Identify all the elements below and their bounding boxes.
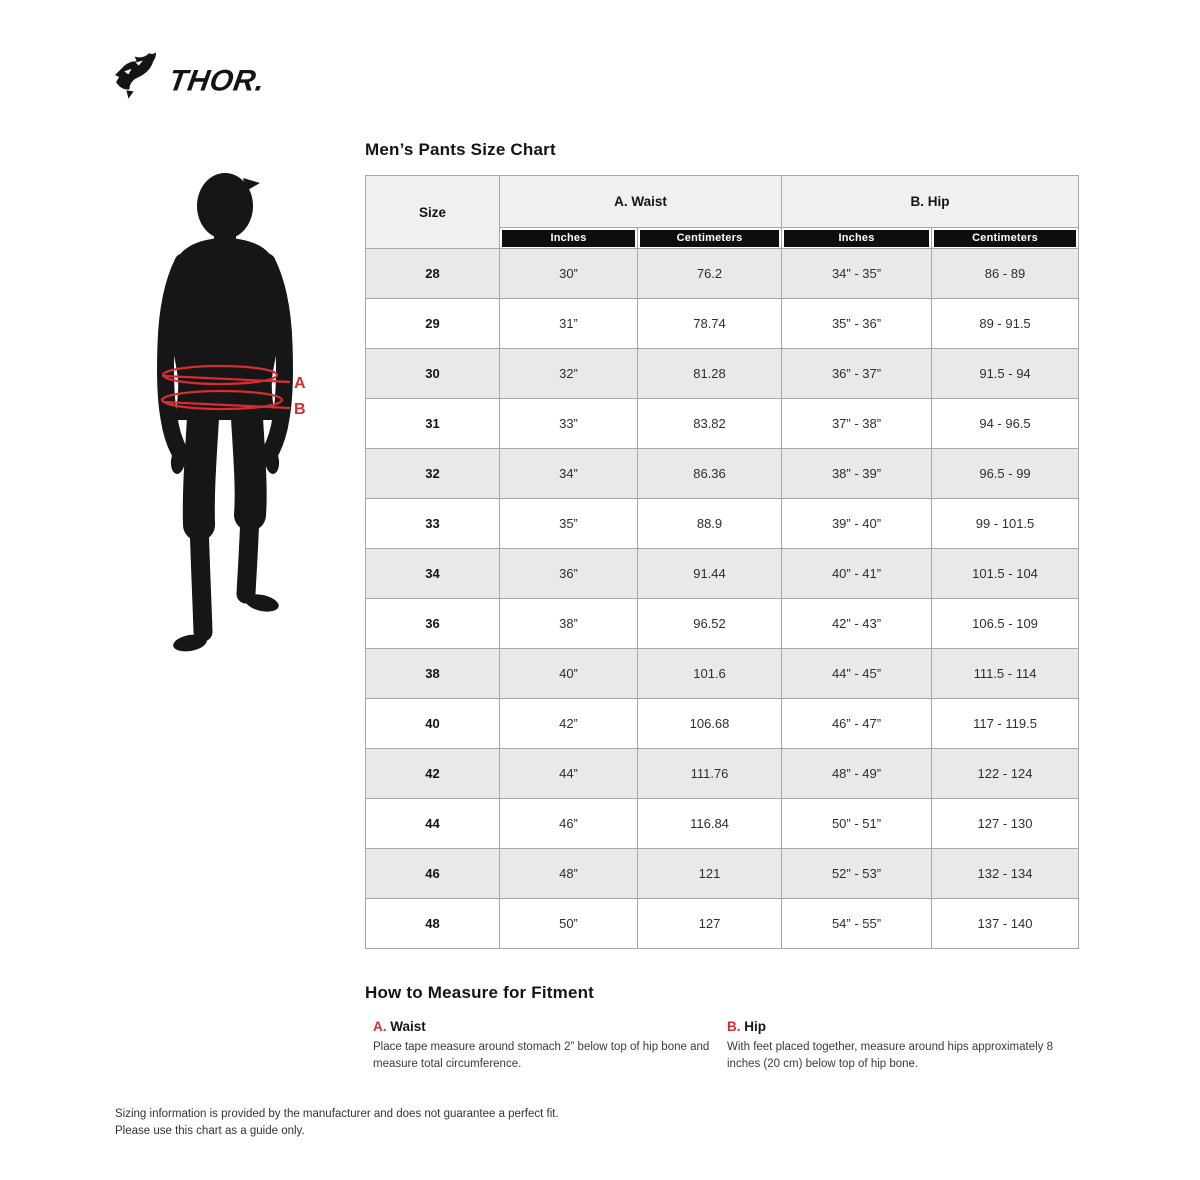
waist-centimeters-cell: 76.2 bbox=[638, 249, 782, 299]
disclaimer-line-1: Sizing information is provided by the manufacturer and does not guarantee a perfect fit. bbox=[115, 1108, 559, 1120]
hip-centimeters-cell: 89 - 91.5 bbox=[932, 299, 1079, 349]
waist-inches-cell: 36” bbox=[500, 549, 638, 599]
table-row bbox=[366, 849, 1079, 899]
table-row bbox=[366, 299, 1079, 349]
measure-item-hip-heading bbox=[727, 1019, 1081, 1034]
figure-left-leg bbox=[199, 520, 203, 632]
size-cell: 36 bbox=[366, 599, 500, 649]
thor-logo-svg bbox=[113, 50, 283, 104]
hip-inches-cell: 42” - 43” bbox=[782, 599, 932, 649]
waist-inches-cell: 30” bbox=[500, 249, 638, 299]
hip-inches-cell: 46” - 47” bbox=[782, 699, 932, 749]
measure-desc-hip: With feet placed together, measure around hips approximately 8 inches (20 cm) below top of hip bone. bbox=[727, 1041, 1054, 1071]
waist-centimeters-cell: 86.36 bbox=[638, 449, 782, 499]
subheader-hip-inches: Inches bbox=[782, 228, 932, 249]
table-row bbox=[366, 349, 1079, 399]
size-chart-table bbox=[365, 175, 1079, 949]
hip-centimeters-cell: 117 - 119.5 bbox=[932, 699, 1079, 749]
waist-inches-cell: 50” bbox=[500, 899, 638, 949]
waist-inches-cell: 32” bbox=[500, 349, 638, 399]
how-to-measure-title: How to Measure for Fitment bbox=[365, 983, 595, 1002]
hip-inches-cell: 48” - 49” bbox=[782, 749, 932, 799]
logo-text: THOR. bbox=[166, 64, 268, 98]
content bbox=[365, 140, 1081, 1074]
measure-desc-waist: Place tape measure around stomach 2” below top of hip bone and measure total circumference. bbox=[373, 1041, 710, 1071]
subheader-waist-centimeters: Centimeters bbox=[638, 228, 782, 249]
waist-centimeters-cell: 116.84 bbox=[638, 799, 782, 849]
waist-inches-cell: 31” bbox=[500, 299, 638, 349]
table-row bbox=[366, 249, 1079, 299]
table-row bbox=[366, 649, 1079, 699]
column-header-hip: B. Hip bbox=[782, 176, 1079, 228]
size-cell: 42 bbox=[366, 749, 500, 799]
hip-inches-cell: 38” - 39” bbox=[782, 449, 932, 499]
waist-centimeters-cell: 111.76 bbox=[638, 749, 782, 799]
hip-inches-cell: 35” - 36” bbox=[782, 299, 932, 349]
hip-label-b: B bbox=[294, 401, 306, 418]
waist-inches-cell: 44” bbox=[500, 749, 638, 799]
hip-centimeters-cell: 91.5 - 94 bbox=[932, 349, 1079, 399]
table-header-row bbox=[366, 176, 1079, 228]
size-cell: 34 bbox=[366, 549, 500, 599]
hip-inches-cell: 40” - 41” bbox=[782, 549, 932, 599]
table-row bbox=[366, 499, 1079, 549]
hip-inches-cell: 39” - 40” bbox=[782, 499, 932, 549]
hip-inches-cell: 54” - 55” bbox=[782, 899, 932, 949]
waist-centimeters-cell: 91.44 bbox=[638, 549, 782, 599]
size-cell: 38 bbox=[366, 649, 500, 699]
waist-centimeters-cell: 106.68 bbox=[638, 699, 782, 749]
waist-inches-cell: 35” bbox=[500, 499, 638, 549]
disclaimer bbox=[115, 1106, 559, 1141]
waist-inches-cell: 40” bbox=[500, 649, 638, 699]
hip-centimeters-cell: 132 - 134 bbox=[932, 849, 1079, 899]
size-cell: 32 bbox=[366, 449, 500, 499]
waist-centimeters-cell: 81.28 bbox=[638, 349, 782, 399]
table-body bbox=[366, 249, 1079, 949]
hip-centimeters-cell: 111.5 - 114 bbox=[932, 649, 1079, 699]
column-header-size: Size bbox=[366, 176, 500, 249]
hip-inches-cell: 34” - 35” bbox=[782, 249, 932, 299]
hip-centimeters-cell: 106.5 - 109 bbox=[932, 599, 1079, 649]
waist-centimeters-cell: 121 bbox=[638, 849, 782, 899]
size-cell: 33 bbox=[366, 499, 500, 549]
subheader-waist-inches: Inches bbox=[500, 228, 638, 249]
thor-ram-head-icon bbox=[115, 52, 156, 98]
table-row bbox=[366, 599, 1079, 649]
column-header-waist: A. Waist bbox=[500, 176, 782, 228]
figure-right-leg bbox=[246, 512, 250, 594]
how-to-measure-section bbox=[365, 983, 1081, 1074]
hip-inches-cell: 50” - 51” bbox=[782, 799, 932, 849]
waist-centimeters-cell: 83.82 bbox=[638, 399, 782, 449]
table-row bbox=[366, 899, 1079, 949]
thor-logo bbox=[113, 50, 283, 109]
body-silhouette bbox=[150, 170, 340, 670]
measure-item-waist-heading bbox=[373, 1019, 727, 1034]
size-cell: 40 bbox=[366, 699, 500, 749]
waist-centimeters-cell: 78.74 bbox=[638, 299, 782, 349]
hip-centimeters-cell: 122 - 124 bbox=[932, 749, 1079, 799]
waist-inches-cell: 33” bbox=[500, 399, 638, 449]
measure-key-b: B. bbox=[727, 1019, 741, 1034]
subheader-hip-centimeters: Centimeters bbox=[932, 228, 1079, 249]
waist-centimeters-cell: 127 bbox=[638, 899, 782, 949]
table-row bbox=[366, 799, 1079, 849]
waist-inches-cell: 34” bbox=[500, 449, 638, 499]
waist-label-a: A bbox=[294, 375, 306, 392]
table-row bbox=[366, 549, 1079, 599]
hip-inches-cell: 36” - 37” bbox=[782, 349, 932, 399]
hip-centimeters-cell: 94 - 96.5 bbox=[932, 399, 1079, 449]
size-cell: 29 bbox=[366, 299, 500, 349]
page-title: Men’s Pants Size Chart bbox=[365, 140, 556, 159]
measure-item-hip bbox=[727, 1019, 1081, 1074]
hip-inches-cell: 44” - 45” bbox=[782, 649, 932, 699]
measure-key-a: A. bbox=[373, 1019, 387, 1034]
waist-inches-cell: 48” bbox=[500, 849, 638, 899]
size-cell: 28 bbox=[366, 249, 500, 299]
waist-centimeters-cell: 96.52 bbox=[638, 599, 782, 649]
table-row bbox=[366, 399, 1079, 449]
hip-centimeters-cell: 99 - 101.5 bbox=[932, 499, 1079, 549]
fitment-figure bbox=[150, 170, 340, 675]
waist-inches-cell: 46” bbox=[500, 799, 638, 849]
size-cell: 31 bbox=[366, 399, 500, 449]
waist-inches-cell: 42” bbox=[500, 699, 638, 749]
hip-inches-cell: 37” - 38” bbox=[782, 399, 932, 449]
measure-name-hip: Hip bbox=[744, 1019, 767, 1034]
measure-item-waist bbox=[373, 1019, 727, 1074]
hip-centimeters-cell: 137 - 140 bbox=[932, 899, 1079, 949]
size-cell: 44 bbox=[366, 799, 500, 849]
hip-centimeters-cell: 86 - 89 bbox=[932, 249, 1079, 299]
hip-centimeters-cell: 127 - 130 bbox=[932, 799, 1079, 849]
table-row bbox=[366, 749, 1079, 799]
disclaimer-line-2: Please use this chart as a guide only. bbox=[115, 1125, 305, 1138]
measure-name-waist: Waist bbox=[390, 1019, 426, 1034]
hip-inches-cell: 52” - 53” bbox=[782, 849, 932, 899]
size-cell: 46 bbox=[366, 849, 500, 899]
hip-centimeters-cell: 96.5 - 99 bbox=[932, 449, 1079, 499]
waist-centimeters-cell: 88.9 bbox=[638, 499, 782, 549]
waist-centimeters-cell: 101.6 bbox=[638, 649, 782, 699]
table-row bbox=[366, 699, 1079, 749]
hip-centimeters-cell: 101.5 - 104 bbox=[932, 549, 1079, 599]
waist-inches-cell: 38” bbox=[500, 599, 638, 649]
size-cell: 48 bbox=[366, 899, 500, 949]
table-row bbox=[366, 449, 1079, 499]
size-cell: 30 bbox=[366, 349, 500, 399]
